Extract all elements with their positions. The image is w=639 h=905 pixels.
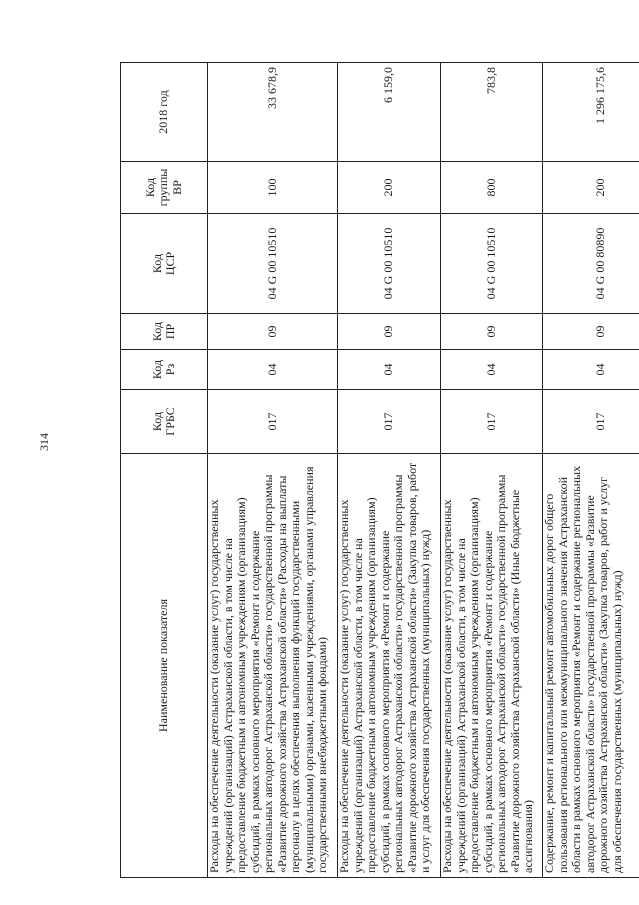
row-vr: 200 bbox=[338, 162, 441, 214]
header-vr: Код группы ВР bbox=[121, 162, 208, 214]
table-row bbox=[543, 63, 639, 878]
row-rz: 04 bbox=[338, 350, 441, 390]
page-number: 314 bbox=[37, 433, 51, 451]
row-grbs: 017 bbox=[441, 390, 543, 454]
row-amount: 1 296 175,6 bbox=[543, 63, 639, 162]
row-vr: 800 bbox=[441, 162, 543, 214]
header-grbs: Код ГРБС bbox=[121, 390, 208, 454]
row-vr: 200 bbox=[543, 162, 639, 214]
table-row bbox=[441, 63, 543, 878]
row-name: Расходы на обеспечение деятельности (оказание услуг) государственных учреждений (организаций) Астраханской области, в том числе на предоставление бюджетным и автономным учреждениям (организациям) субсидий, в рамках основного мероприятия «Ремонт и содержание региональных автодорог Астраханской области» государственной программы «Развитие дорожного хозяйства Астраханской области» (Расходы на выплаты персоналу в целях обеспечения выполнения функций государственными (муниципальными) органами, казенными учреждениями, органами управления государственными внебюджетными фондами) bbox=[208, 454, 338, 878]
row-name: Расходы на обеспечение деятельности (оказание услуг) государственных учреждений (организаций) Астраханской области, в том числе на предоставление бюджетным и автономным учреждениям (организациям) субсидий, в рамках основного мероприятия «Ремонт и содержание региональных автодорог Астраханской области» государственной программы «Развитие дорожного хозяйства Астраханской области» (Закупка товаров, работ и услуг для обеспечения государственных (муниципальных) нужд) bbox=[338, 454, 441, 878]
row-grbs: 017 bbox=[338, 390, 441, 454]
row-amount: 783,8 bbox=[441, 63, 543, 162]
row-vr: 100 bbox=[208, 162, 338, 214]
row-amount: 6 159,0 bbox=[338, 63, 441, 162]
rotated-table-wrapper bbox=[120, 63, 639, 878]
row-csr: 04 G 00 10510 bbox=[441, 214, 543, 314]
row-pr: 09 bbox=[543, 314, 639, 350]
row-pr: 09 bbox=[338, 314, 441, 350]
row-csr: 04 G 00 80890 bbox=[543, 214, 639, 314]
header-amount: 2018 год bbox=[121, 63, 208, 162]
header-row bbox=[121, 63, 208, 878]
budget-table bbox=[120, 62, 639, 878]
row-rz: 04 bbox=[208, 350, 338, 390]
row-amount: 33 678,9 bbox=[208, 63, 338, 162]
row-name: Содержание, ремонт и капитальный ремонт автомобильных дорог общего пользования регионального или межмуниципального значения Астраханской области в рамках основного мероприятия «Ремонт и содержание региональных автодорог Астраханской области» государственной программы «Развитие дорожного хозяйства Астраханской области» (Закупка товаров, работ и услуг для обеспечения государственных (муниципальных) нужд) bbox=[543, 454, 639, 878]
table-row bbox=[208, 63, 338, 878]
header-rz: Код Рз bbox=[121, 350, 208, 390]
row-rz: 04 bbox=[441, 350, 543, 390]
row-rz: 04 bbox=[543, 350, 639, 390]
table-header bbox=[121, 63, 208, 878]
row-name: Расходы на обеспечение деятельности (оказание услуг) государственных учреждений (организаций) Астраханской области, в том числе на предоставление бюджетным и автономным учреждениям (организациям) субсидий, в рамках основного мероприятия «Ремонт и содержание региональных автодорог Астраханской области» государственной программы «Развитие дорожного хозяйства Астраханской области» (Иные бюджетные ассигнования) bbox=[441, 454, 543, 878]
row-pr: 09 bbox=[441, 314, 543, 350]
header-csr: Код ЦСР bbox=[121, 214, 208, 314]
row-csr: 04 G 00 10510 bbox=[208, 214, 338, 314]
header-name: Наименование показателя bbox=[121, 454, 208, 878]
table-row bbox=[338, 63, 441, 878]
row-grbs: 017 bbox=[208, 390, 338, 454]
header-pr: Код ПР bbox=[121, 314, 208, 350]
row-grbs: 017 bbox=[543, 390, 639, 454]
row-pr: 09 bbox=[208, 314, 338, 350]
table-body bbox=[208, 63, 639, 878]
row-csr: 04 G 00 10510 bbox=[338, 214, 441, 314]
